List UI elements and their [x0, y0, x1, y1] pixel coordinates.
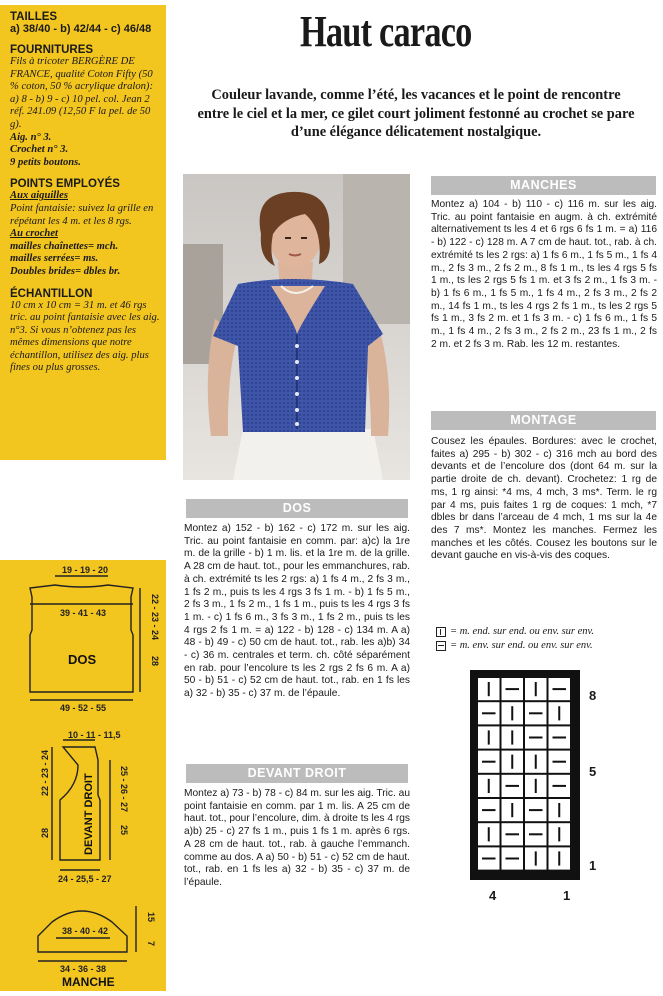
knit-mark: [511, 755, 513, 769]
knit-mark: [535, 851, 537, 865]
purl-mark: [482, 858, 496, 860]
purl-mark: [553, 737, 567, 739]
knit-mark: [511, 803, 513, 817]
purl-mark: [553, 785, 567, 787]
devant-left-upper-dim: 22 - 23 - 24: [40, 749, 50, 796]
mailles-serrees: mailles serrées= ms.: [10, 253, 99, 265]
au-crochet: Au crochet: [10, 228, 58, 240]
purl-mark: [482, 809, 496, 811]
purl-mark: [506, 688, 520, 690]
point-fantaisie: Point fantaisie: suivez la grille en répétant les 4 m. et les 8 rgs.: [10, 202, 154, 227]
purl-mark: [482, 761, 496, 763]
grid-row-label-5: 5: [589, 764, 597, 779]
dos-text: Montez a) 152 - b) 162 - c) 172 m. sur les aig. Tric. au point fantaisie en comm. par: a)c) la 1re m. de la grille - b) 1 m. lis. et la 1re m. de la grille. A 28 cm de haut. tot., pour les emmanchures, rab. à ch. extrémité ts les 2 rgs: a) 1 fs 4 m., 2 fs 3 m., 1 fs 2 m., puis ts les 4 rgs 3 fs 1 m. - b) 1 fs 5 m., 2 fs 3 m., 1 fs 2 m., 1 fs 1 m., puis ts les 4 rgs 3 fs 1 m. - c) 1 fs 6 m., 3 fs 3 m., 1 fs 2 m., puis ts les 4 rgs 2 fs 1 m. = a) 122 - b) 128 - c) 134 m. A a) 48 - b) 49 - c) 50 cm de haut. tot., rab. les a)b) 34 - c) 36 m. centrales et term. ch. côté séparément en rab. pour l’encolure ts les 2 rgs 2 fs 6 m. A a) 50 - b) 51 - c) 52 cm de haut. tot., rab. en 1 fs les a) 32 - b) 35 - c) 37 m. de l’épaule.: [184, 523, 410, 700]
purl-mark: [506, 858, 520, 860]
devant-label: DEVANT DROIT: [83, 773, 95, 855]
knit-mark: [488, 730, 490, 744]
schematics-svg: [0, 560, 166, 991]
legend-item-2: [436, 640, 661, 651]
manche-bottom-dim: 34 - 36 - 38: [60, 964, 107, 974]
dos-bottom-dim: 49 - 52 - 55: [60, 703, 107, 713]
grid-row-label-8: 8: [589, 688, 597, 703]
dos-label: DOS: [68, 652, 97, 667]
dos-right-lower-dim: 28: [150, 656, 160, 667]
manches-text: Montez a) 104 - b) 110 - c) 116 m. sur les aig. Tric. au point fantaisie en augm. à ch. extrémité alternativement ts les 4 et 6 rgs 6 fs 1 m. = a) 116 - b) 122 - c) 128 m. A 7 cm de haut. tot., rab. à ch. extrémité ts les 2 rgs: a) 1 fs 6 m., 1 fs 5 m., 1 fs 4 m., 2 fs 3 m., 2 fs 2 m., 8 fs 1 m., ts les 4 rgs 5 fs 1 m., ts les 2 rgs 5 fs 1 m. et 3 fs 2 m., 1 fs 3 m. - b) 1 fs 6 m., 1 fs 5 m., 1 fs 4 m., 2 fs 3 m., 2 fs 2 m., 14 fs 1 m., ts les 4 rgs 2 fs 1 m., ts les 2 rgs 5 fs 1 m., 3 fs 2 m. et 1 fs 3 m. - c) 1 fs 6 m., 1 fs 5 m., 1 fs 4 m., 2 fs 3 m., 2 fs 2 m., 23 fs 1 m., 2 fs 2 m. et 2 fs 3 m. Rab. les 12 m. restantes.: [431, 199, 657, 350]
knit-mark: [488, 682, 490, 696]
stitch-grid-svg: [470, 670, 580, 880]
tailles-text: a) 38/40 - b) 42/44 - c) 46/48: [10, 23, 152, 35]
knit-mark: [535, 755, 537, 769]
model-photo-illustration: [183, 174, 410, 480]
devant-text: Montez a) 73 - b) 78 - c) 84 m. sur les aig. Tric. au point fantaisie en comm. par 1 m. lis. A 25 cm de haut. tot., pour l’encolure, dim. à droite ts les 4 rgs a)b) 25 - c) 27 fs 1 m., puis 1 fs 1 m. après 6 rgs. A 28 cm de haut. tot., rab. à gauche l’emmanch. comme au dos. A a) 50 - b) 51 - c) 52 cm de haut. tot., rab. en 1 fs les a) 32 - b) 35 - c) 37 m. de l’épaule.: [184, 788, 410, 888]
knit-mark: [511, 706, 513, 720]
manches-heading: MANCHES: [431, 176, 656, 195]
purl-mark: [553, 761, 567, 763]
legend-text-2: = m. env. sur end. ou env. sur env.: [450, 640, 593, 651]
legend-text-1: = m. end. sur end. ou env. sur env.: [450, 626, 595, 637]
knit-mark: [511, 730, 513, 744]
supplies-panel: [0, 5, 166, 460]
purl-mark: [529, 809, 543, 811]
devant-right-upper-dim: 25 - 26 - 27: [119, 766, 129, 813]
knit-mark: [535, 682, 537, 696]
knit-mark: [558, 827, 560, 841]
knit-mark: [558, 706, 560, 720]
dos-heading: DOS: [186, 499, 408, 518]
points-heading: POINTS EMPLOYÉS: [10, 178, 120, 191]
manche-right-lower-dim: 7: [146, 941, 156, 947]
schematics-panel: [0, 560, 166, 991]
montage-heading: MONTAGE: [431, 411, 656, 430]
legend-item-1: [436, 626, 661, 637]
knit-mark: [488, 827, 490, 841]
purl-mark: [529, 737, 543, 739]
tailles-heading: TAILLES: [10, 11, 58, 23]
grid-col-label-4: 4: [489, 888, 497, 903]
knit-mark: [558, 803, 560, 817]
devant-heading: DEVANT DROIT: [186, 764, 408, 783]
manche-top-dim: 38 - 40 - 42: [62, 926, 109, 936]
devant-right-lower-dim: 25: [119, 825, 129, 836]
fournitures-heading: FOURNITURES: [10, 44, 94, 56]
page-title: Haut caraco: [300, 7, 472, 56]
dos-right-upper-dim: 22 - 23 - 24: [150, 594, 160, 641]
knit-symbol-icon: [436, 627, 446, 637]
purl-mark: [529, 833, 543, 835]
manche-right-upper-dim: 15: [146, 912, 156, 923]
echantillon-text: 10 cm x 10 cm = 31 m. et 46 rgs tric. au point fantaisie avec les aig. n°3. Si vous n’obtenez pas les mêmes dimensions que notre échantillon, utilisez des aig. plus fines ou plus grosses.: [10, 299, 160, 374]
fournitures-text: Fils à tricoter BERGÈRE DE FRANCE, qualité Coton Fifty (50 % coton, 50 % acrylique dralon): a) 8 - b) 9 - c) 10 pel. col. Jean 2 réf. 241.09 (12,50 F la pel. de 50 g).: [10, 56, 153, 130]
devant-left-lower-dim: 28: [40, 827, 50, 838]
knit-mark: [558, 851, 560, 865]
purl-symbol-icon: [436, 641, 446, 651]
purl-mark: [482, 712, 496, 714]
echantillon-heading: ÉCHANTILLON: [10, 287, 93, 300]
stitch-grid: [470, 670, 580, 880]
crochet-size: Crochet n° 3.: [10, 144, 69, 156]
knit-mark: [535, 779, 537, 793]
aiguilles-size: Aig. n° 3.: [10, 131, 52, 143]
devant-top-dim: 10 - 11 - 11,5: [68, 730, 121, 740]
doubles-brides: Doubles brides= dbles br.: [10, 265, 121, 277]
grid-row-label-1: 1: [589, 858, 597, 873]
model-photo: [183, 174, 410, 480]
purl-mark: [506, 785, 520, 787]
dos-mid-dim: 39 - 41 - 43: [60, 608, 107, 618]
knit-mark: [488, 779, 490, 793]
purl-mark: [529, 712, 543, 714]
mailles-chainettes: mailles chaînettes= mch.: [10, 240, 119, 252]
purl-mark: [506, 833, 520, 835]
montage-text: Cousez les épaules. Bordures: avec le crochet, faites a) 295 - b) 302 - c) 316 mch au bord des devants et de l’encolure dos (dont 64 m. sur la partie droite de ch. devant). Crochetez: 1 rg de ms, 1 rg ainsi: *4 ms, 4 mch, 3 ms*. Term. le rg par 4 ms, puis faites 1 rg de coques: 1 mch, *7 dbles br dans l’arceau de 4 mch, 1 ms sur la 4e des 7 ms*. Montez les manches. Fermez les manches et les côtés. Cousez les boutons sur le devant gauche en vis-à-vis des coques.: [431, 436, 657, 562]
purl-mark: [553, 688, 567, 690]
boutons: 9 petits boutons.: [10, 156, 81, 168]
manche-label: MANCHE: [62, 975, 115, 989]
intro-text: Couleur lavande, comme l’été, les vacances et le point de rencontre entre le ciel et la mer, ce gilet court joliment festonné au crochet se pare d’une élégance délicatement nostalgique.: [197, 87, 635, 140]
grid-col-label-1: 1: [563, 888, 571, 903]
devant-bottom-dim: 24 - 25,5 - 27: [58, 874, 112, 884]
dos-top-dim: 19 - 19 - 20: [62, 565, 109, 575]
aux-aiguilles: Aux aiguilles: [10, 190, 68, 202]
